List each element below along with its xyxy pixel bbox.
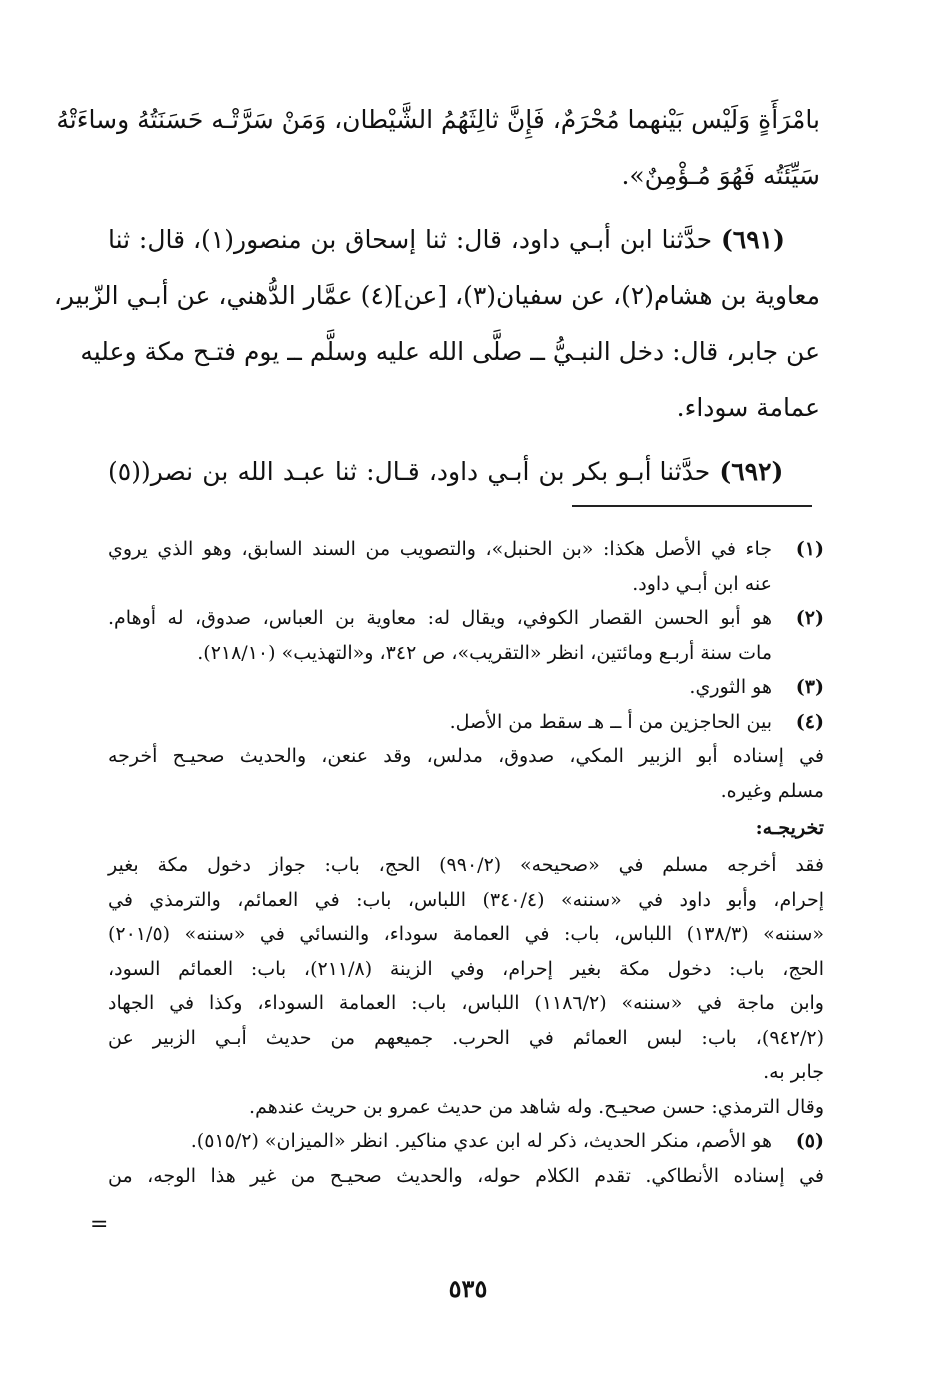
text-segment: حدَّثنا ابن أبـي داود، قال: ثنا إسحاق بن منصور(١)، قال: ثنا	[108, 225, 713, 254]
footnote-line: (٩٤٢/٢)، باب: لبس العمائم في الحرب. جميعهم من حديث أبـي الزبير عن	[108, 1026, 824, 1049]
footnote-4	[108, 705, 824, 740]
footnote-3	[108, 670, 824, 705]
page-number: ٥٣٥	[448, 1274, 488, 1303]
main-text	[53, 92, 820, 508]
text-line: عن جابر، قال: دخل النبـيُّ ــ صلَّى الله عليه وسلَّم ــ يوم فتـح مكة وعليه	[80, 337, 820, 366]
footnotes	[108, 532, 824, 1193]
text-segment: حدَّثنا أبـو بكر بن أبـي داود، قـال: ثنا عبـد الله بن نصر((٥)	[108, 457, 711, 486]
text-line: سَيِّئَتُه فَهُوَ مُـؤْمِنٌ».	[621, 161, 820, 190]
footnote-line: مسلم وغيره.	[720, 779, 824, 802]
takhrij-heading: تخريجـه:	[755, 817, 824, 839]
footnote-number: (١)	[795, 538, 824, 560]
footnote-line: الحج، باب: دخول مكة بغير إحرام، وفي الزينة (٢١١/٨)، باب: العمائم السود،	[108, 957, 824, 980]
footnote-line: جاء في الأصل هكذا: «بن الحنبل»، والتصويب من السند السابق، وهو الذي يروي	[108, 538, 772, 560]
footnote-line: هو الأصم، منكر الحديث، ذكر له ابن عدي مناكير. انظر «الميزان» (٥١٥/٢).	[190, 1130, 772, 1152]
text-line: معاوية بن هشام(٢)، عن سفيان(٣)، [عن](٤) عمَّار الدُّهني، عن أبـي الزّبير،	[53, 281, 820, 310]
footnote-2	[108, 601, 824, 670]
footnote-line: في إسناده أبو الزبير المكي، صدوق، مدلس، وقد عنعن، والحديث صحيـح أخرجه	[108, 745, 824, 767]
hadith-691	[53, 212, 820, 436]
footnote-number: (٢)	[795, 607, 824, 629]
footnote-line: فقد أخرجه مسلم في «صحيحه» (٩٩٠/٢) الحج، باب: جواز دخول مكة بغير	[108, 854, 824, 876]
footnote-line: «سننه» (١٣٨/٣) اللباس، باب: في العمامة سوداء، والنسائي في «سننه» (٢٠١/٥)	[108, 923, 824, 945]
footnote-1	[108, 532, 824, 601]
text-line: بامْرَأَةٍ وَلَيْس بَيْنهما مُحْرَمٌ، فَإِنَّ ثالِثَهُمُ الشَّيْطان، وَمَنْ سَرَّتْـه حَسَنَتُهُ وساءَتْهُ	[56, 105, 820, 134]
hadith-number: (٦٩٢)	[719, 457, 784, 486]
footnote-number: (٤)	[795, 710, 824, 733]
hadith-number: (٦٩١)	[720, 225, 785, 254]
footnote-5	[108, 1124, 824, 1159]
hadith-692	[108, 444, 820, 500]
takhrij-text	[108, 848, 824, 1090]
footnote-line: وابن ماجة في «سننه» (١١٨٦/٢) اللباس، باب: العمامة السوداء، وكذا في الجهاد	[108, 992, 824, 1014]
footnote-line: مات سنة أربـع ومائتين، انظر «التقريب»، ص ٣٤٢، و«التهذيب» (٢١٨/١٠).	[197, 641, 772, 664]
text-line	[108, 444, 820, 500]
text-line	[108, 212, 820, 268]
text-line: عمامة سوداء.	[676, 393, 820, 422]
tirmidhi-line: وقال الترمذي: حسن صحيـح. وله شاهد من حديث عمرو بن حريث عندهم.	[249, 1095, 824, 1118]
footnote-line: هو أبو الحسن القصار الكوفي، ويقال له: معاوية بن العباس، صدوق، له أوهام.	[108, 607, 772, 629]
footnote-line: إحرام، وأبو داود في «سننه» (٣٤٠/٤) اللباس، باب: في العمائم، والترمذي في	[108, 888, 824, 911]
footnote-line: بين الحاجزين من أ ــ هـ سقط من الأصل.	[449, 710, 772, 733]
hadith-690-ending	[56, 92, 820, 204]
footnote-line: هو الثوري.	[689, 676, 772, 698]
footnote-5-comment: في إسناده الأنطاكي. تقدم الكلام حوله، والحديث صحيـح من غير هذا الوجه، من	[108, 1164, 824, 1187]
footnote-line: جابر به.	[763, 1061, 824, 1083]
footnote-4-comment	[108, 739, 824, 808]
footnote-number: (٥)	[795, 1130, 824, 1152]
footnote-number: (٣)	[795, 676, 824, 698]
continuation-mark: =	[90, 1212, 109, 1237]
footnote-line: عنه ابن أبـي داود.	[632, 572, 772, 595]
footnote-separator	[572, 505, 812, 507]
